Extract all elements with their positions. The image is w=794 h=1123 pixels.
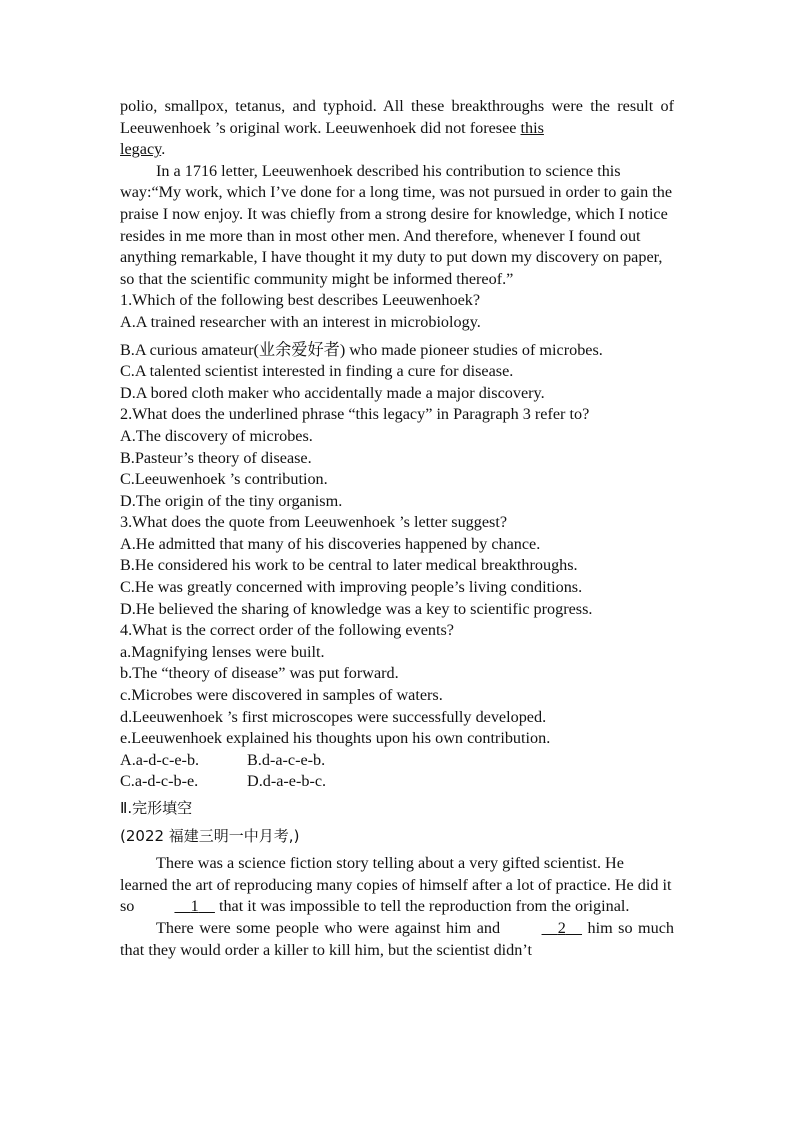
option: C.a-d-c-b-e. — [120, 772, 199, 791]
cloze-paragraph-1 — [120, 853, 674, 918]
cloze-text: that it was impossible to tell the reproduction from the original. — [214, 897, 630, 916]
option: B.He considered his work to be central to later medical breakthroughs. — [120, 556, 578, 575]
option: A.a-d-c-e-b. — [120, 750, 200, 769]
event-item: d.Leeuwenhoek ’s first microscopes were successfully developed. — [120, 707, 547, 726]
passage-paragraph-2: In a 1716 letter, Leeuwenhoek described his contribution to science this way:“My work, which I’ve done for a long time, was not pursued in order to gain the praise I now enjoy. It was chiefly from a strong desire for knowledge, which I notice resides in me more than in most other men. And therefore, whenever I found out anything remarkable, I have thought it my duty to put down my discovery on paper, so that the scientific community might be informed thereof.” — [120, 161, 673, 288]
underlined-word: this — [520, 118, 544, 137]
passage-line: result of Leeuwenhoek ’s original work. Leeuwenhoek did not foresee — [120, 97, 675, 137]
question-stem: 4.What is the correct order of the following events? — [120, 621, 454, 640]
passage-paragraph-1 — [120, 96, 674, 161]
question-3 — [120, 512, 674, 620]
passage-line: polio, smallpox, tetanus, and typhoid. All these breakthroughs were the — [120, 97, 610, 115]
question-stem: 3.What does the quote from Leeuwenhoek ’s letter suggest? — [120, 513, 508, 532]
event-item: b.The “theory of disease” was put forward. — [120, 664, 399, 683]
option-row — [120, 771, 674, 793]
option: C.Leeuwenhoek ’s contribution. — [120, 470, 328, 489]
question-stem: 1.Which of the following best describes Leeuwenhoek? — [120, 291, 481, 310]
event-item: a.Magnifying lenses were built. — [120, 642, 325, 661]
option: D.d-a-e-b-c. — [247, 772, 327, 791]
cloze-text: him so much that they would order a killer to kill him, but the scientist didn’t — [120, 918, 674, 959]
option: B.A curious amateur(业余爱好者) who made pioneer studies of microbes. — [120, 340, 603, 359]
option: A.The discovery of microbes. — [120, 426, 313, 445]
cloze-text: There was a science fiction story telling about a very gifted scientist. He learned the art of reproducing many copies of himself after a lot of practice. He did it so — [120, 854, 672, 916]
option-row — [120, 750, 674, 772]
period: . — [161, 140, 166, 159]
option: A.He admitted that many of his discoveries happened by chance. — [120, 534, 541, 553]
question-4 — [120, 620, 674, 793]
source-note: (2022 福建三明一中月考,) — [120, 826, 300, 845]
option: D.A bored cloth maker who accidentally made a major discovery. — [120, 383, 545, 402]
event-item: e.Leeuwenhoek explained his thoughts upon his own contribution. — [120, 729, 551, 748]
underlined-word: legacy — [120, 140, 162, 159]
section-heading: Ⅱ.完形填空 — [120, 799, 193, 817]
option: D.He believed the sharing of knowledge was a key to scientific progress. — [120, 599, 593, 618]
document-page — [120, 96, 674, 961]
option: B.d-a-c-e-b. — [247, 750, 326, 769]
blank-number: 1 — [190, 897, 199, 916]
option: D.The origin of the tiny organism. — [120, 491, 343, 510]
question-2 — [120, 404, 674, 512]
event-item: c.Microbes were discovered in samples of waters. — [120, 686, 443, 705]
cloze-blank-2 — [506, 918, 582, 940]
question-1 — [120, 290, 674, 404]
option: A.A trained researcher with an interest in microbiology. — [120, 312, 481, 331]
option: C.A talented scientist interested in finding a cure for disease. — [120, 362, 514, 381]
blank-number: 2 — [557, 918, 566, 937]
option: B.Pasteur’s theory of disease. — [120, 448, 312, 467]
question-stem: 2.What does the underlined phrase “this legacy” in Paragraph 3 refer to? — [120, 405, 590, 424]
option: C.He was greatly concerned with improving people’s living conditions. — [120, 578, 583, 597]
cloze-text: There were some people who were against him and — [156, 918, 506, 937]
cloze-paragraph-2 — [120, 918, 674, 961]
cloze-blank-1 — [138, 896, 214, 918]
